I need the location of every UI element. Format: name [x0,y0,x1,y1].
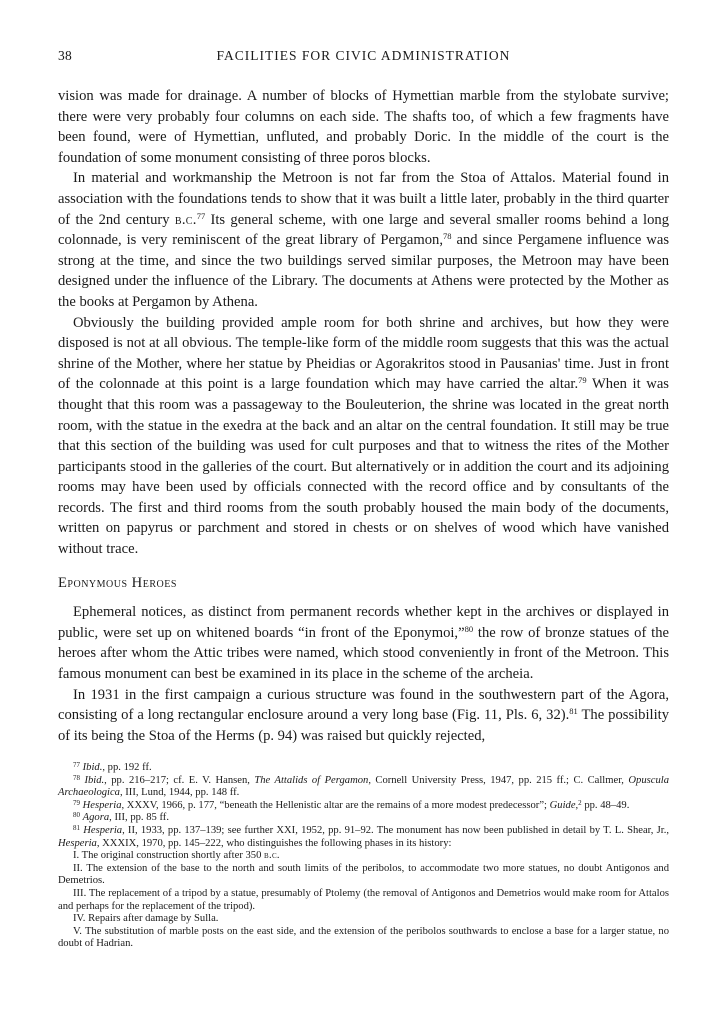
running-head: FACILITIES FOR CIVIC ADMINISTRATION [216,48,511,63]
page [58,48,669,746]
section-heading: Eponymous Heroes [58,574,177,591]
footnotes [58,762,669,951]
footnote-78: $^{78}$ Ibid., pp. 216–217; cf. E. V. Hansen, The Attalids of Pergamon, Cornell University Press, 1947, pp. 215 ff.; C. Callmer, Opuscula Archaeologica, III, Lund, 1944, pp. 148 ff. [58,773,669,799]
paragraph: In 1931 in the first campaign a curious structure was found in the southwestern part of the Agora, consisting of a long rectangular enclosure around a very long base (Fig. 11, Pls. 6, 32).$^{81}$ The possibility of its being the Stoa of the Herms (p. 94) was raised but quickly rejected, [58,686,669,744]
paragraph: Ephemeral notices, as distinct from permanent records whether kept in the archives or displayed in public, were set up on whitened boards “in front of the Eponymoi,”$^{80}$ the row of bronze statues of the heroes after whom the Attic tribes were named, which stood conveniently in front of the Metroon. This famous monument can best be examined in its place in the scheme of the archeia. [58,604,669,683]
footnote-81: $^{81}$ Hesperia, II, 1933, pp. 137–139; see further XXI, 1952, pp. 91–92. The monument has now been published in detail by T. L. Shear, Jr., Hesperia, XXXIX, 1970, pp. 145–222, who distinguishes the following phases in its history: [58,823,669,849]
footnote-79: $^{79}$ Hesperia, XXXV, 1966, p. 177, “beneath the Hellenistic altar are the remains of a more modest predecessor”; Guide,$^2$ pp. 48–49. [73,798,630,811]
footnote-phase-1: I. The original construction shortly after 350 b.c. [73,850,280,862]
paragraph: In material and workmanship the Metroon is not far from the Stoa of Attalos. Material found in association with the foundations tends to show that it was built a little later, probably in the third quarter of the 2nd century b.c.$^{77}$ Its general scheme, with one large and several smaller rooms behind a long colonnade, is very reminiscent of the great library of Pergamon,$^{78}$ and since Pergamene influence was strong at the time, and since the two buildings served similar purposes, the Metroon may have been designed under the influence of the Library. The documents at Athens were protected by the Mother as the books at Pergamon by Athena. [58,170,670,310]
footnote-ref-77[interactable]: 77 [196,210,206,221]
footnote-phase-3: III. The replacement of a tripod by a statue, presumably of Ptolemy (the removal of Antigonos and Demetrios would make room for Attalos and perhaps for the replacement of the tripod). [58,887,669,912]
footnote-phase-2: II. The extension of the base to the north and south limits of the peribolos, to accommodate two more statues, no doubt Antigonos and Demetrios. [58,862,669,887]
footnote-ref-79[interactable]: 79 [578,375,587,386]
footnote-phase-4: IV. Repairs after damage by Sulla. [73,913,219,925]
paragraph: vision was made for drainage. A number of blocks of Hymettian marble from the stylobate survive; there were very probably four columns on each side. The shafts too, of which a few fragments have been found, were of Hymettian, unfluted, and probably Doric. In the middle of the court is the foundation of some monument consisting of three poros blocks. [58,88,669,166]
footnote-ref-78[interactable]: 78 [442,231,452,242]
page-number: 38 [58,48,72,63]
footnote-ref-80[interactable]: 80 [464,623,474,634]
body-text [58,86,669,746]
footnote-77: $^{77}$ Ibid., pp. 192 ff. [73,761,152,773]
footnote-phase-5: V. The substitution of marble posts on the east side, and the extension of the peribolos southwards to enclose a base for a larger statue, no doubt of Hadrian. [58,925,669,950]
paragraph: Obviously the building provided ample room for both shrine and archives, but how they were disposed is not at all obvious. The temple-like form of the middle room suggests that this was the actual shrine of the Mother, where her statue by Pheidias or Agorakritos stood in Pausanias' time. Just in front of the colonnade at this point is a large foundation which may have carried the altar.$^{79}$ When it was thought that this room was a passageway to the Bouleuterion, the shrine was located in the great north room, with the statue in the exedra at the back and an altar on the central foundation. It still may be true that this section of the building was used for cult purposes and that to witness the rites of the Mother participants stood in the galleries of the court. But alternatively or in addition the court and its adjoining rooms may have been used by officials connected with the record office and by consultants of the records. The first and third rooms from the south probably housed the main body of the documents, written on papyrus or parchment and stored in chests or on shelves of wood which have vanished without trace. [58,314,669,558]
footnote-80: $^{80}$ Agora, III, pp. 85 ff. [73,811,169,824]
page-header [58,48,669,70]
footnote-ref-81[interactable]: 81 [569,706,578,717]
bc-abbrev: b.c. [174,211,197,228]
